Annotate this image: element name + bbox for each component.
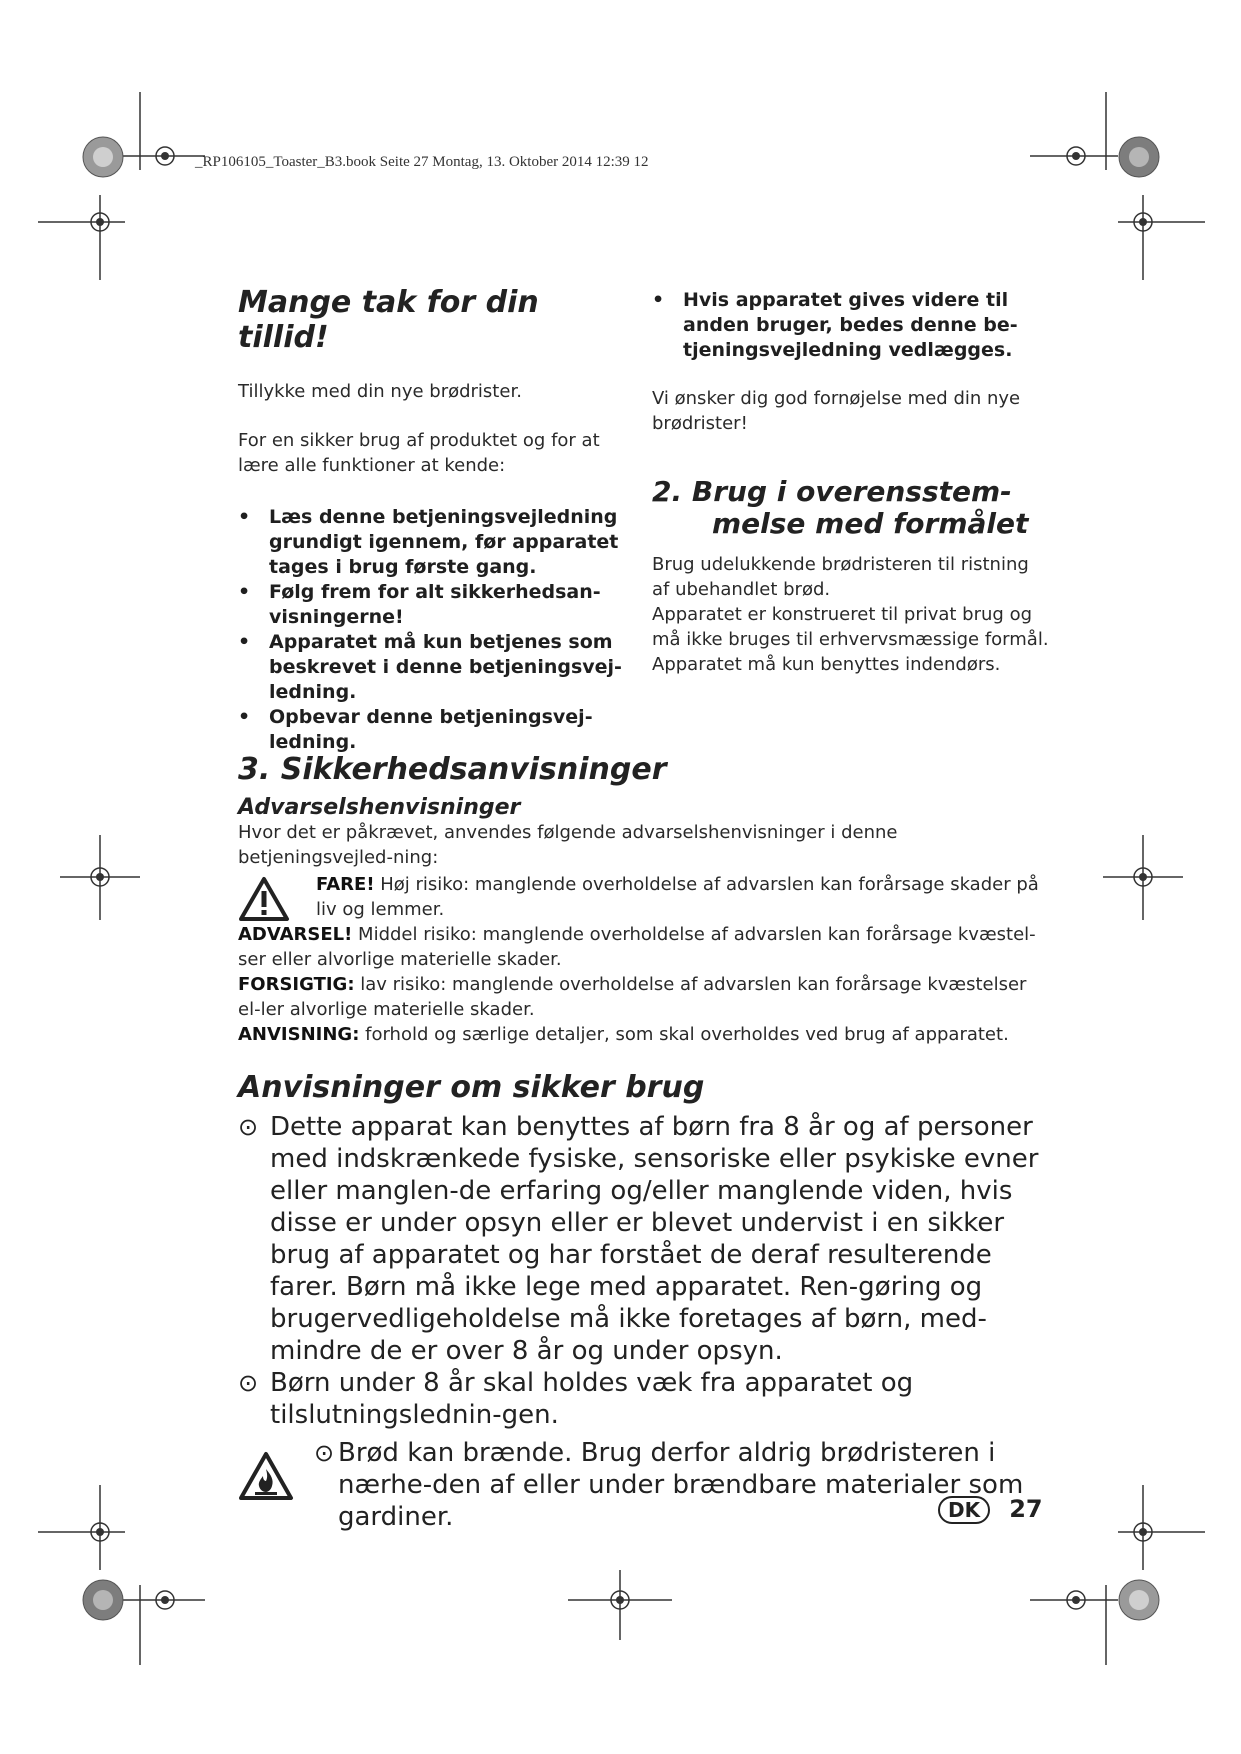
intro-paragraph-2: For en sikker brug af produktet og for at lære alle funktioner at kende:	[238, 430, 600, 476]
forsigtig-text: lav risiko: manglende overholdelse af advarslen kan forårsage kvæstelser el-ler alvorlige materielle skader.	[238, 974, 1027, 1020]
intro-bullet: • Læs denne betjeningsvejledning grundigt igennem, før apparatet tages i brug første gang.	[238, 505, 633, 580]
advarsel-row	[238, 922, 1053, 972]
intro-bullet: • Følg frem for alt sikkerhedsan-visningerne!	[238, 580, 633, 630]
anvisning-row	[238, 1022, 1053, 1047]
section2-title	[652, 476, 1050, 540]
right-column	[652, 288, 1050, 677]
section2-title-line1: 2. Brug i overensstem-	[652, 475, 1012, 508]
file-header: _RP106105_Toaster_B3.book Seite 27 Montag, 13. Oktober 2014 12:39 12	[195, 154, 649, 170]
section2-paragraph-3: Apparatet må kun benyttes indendørs.	[652, 654, 1001, 675]
fire-warning-icon	[238, 1451, 294, 1501]
safety-item	[238, 1367, 1053, 1431]
fare-label: FARE!	[316, 874, 375, 895]
section2-title-line2: melse med formålet	[712, 507, 1029, 540]
intro-bullet: • Opbevar denne betjeningsvej-ledning.	[238, 705, 633, 755]
forsigtig-row	[238, 972, 1053, 1022]
fare-text: Høj risiko: manglende overholdelse af advarslen kan forårsage skader på liv og lemmer.	[316, 874, 1039, 920]
safety-section	[238, 1070, 1053, 1533]
enjoy-paragraph: Vi ønsker dig god fornøjelse med din nye brødrister!	[652, 388, 1021, 434]
circle-dot-icon: ⊙	[314, 1439, 335, 1467]
safety-title: Anvisninger om sikker brug	[238, 1070, 705, 1105]
advarsel-label: ADVARSEL!	[238, 924, 353, 945]
safety-list	[238, 1111, 1053, 1431]
fare-row	[316, 872, 1053, 922]
anvisning-text: forhold og særlige detaljer, som skal overholdes ved brug af apparatet.	[359, 1024, 1009, 1045]
section2-paragraph-2: Apparatet er konstrueret til privat brug og må ikke bruges til erhvervsmæssige formål.	[652, 604, 1049, 650]
handover-bullet-list	[652, 288, 1050, 363]
intro-bullets	[238, 505, 633, 755]
circle-dot-icon: ⊙	[238, 1369, 259, 1397]
fire-warning	[238, 1437, 1053, 1533]
section3-intro: Hvor det er påkrævet, anvendes følgende advarselshenvisninger i denne betjeningsvejled-ning:	[238, 822, 898, 868]
page-footer	[938, 1495, 1043, 1524]
forsigtig-label: FORSIGTIG:	[238, 974, 355, 995]
intro-bullet: • Apparatet må kun betjenes som beskrevet i denne betjeningsvej-ledning.	[238, 630, 633, 705]
fare-block	[238, 872, 1053, 922]
page-number: 27	[1009, 1495, 1043, 1523]
anvisning-label: ANVISNING:	[238, 1024, 360, 1045]
safety-item	[238, 1111, 1053, 1367]
handover-bullet: • Hvis apparatet gives videre til anden bruger, bedes denne be-tjeningsvejledning vedlægges.	[652, 288, 1050, 363]
intro-section	[238, 285, 633, 755]
section2-paragraph-1: Brug udelukkende brødristeren til ristning af ubehandlet brød.	[652, 554, 1029, 600]
country-badge: DK	[938, 1496, 990, 1524]
circle-dot-icon: ⊙	[238, 1113, 259, 1141]
intro-title: Mange tak for din tillid!	[238, 285, 539, 355]
advarsel-text: Middel risiko: manglende overholdelse af advarslen kan forårsage kvæstel-ser eller alvorlige materielle skader.	[238, 924, 1036, 970]
section3	[238, 752, 1053, 1047]
warning-triangle-icon	[238, 876, 290, 922]
fire-warning-text: Brød kan brænde. Brug derfor aldrig brødristeren i nærhe-den af eller under brændbare materialer som gardiner.	[338, 1438, 1024, 1532]
safety-item-text: Børn under 8 år skal holdes væk fra apparatet og tilslutningslednin-gen.	[270, 1368, 914, 1430]
section3-subtitle: Advarselshenvisninger	[238, 795, 521, 820]
section3-title: 3. Sikkerhedsanvisninger	[238, 752, 667, 787]
intro-paragraph-1: Tillykke med din nye brødrister.	[238, 381, 522, 402]
safety-item-text: Dette apparat kan benyttes af børn fra 8 år og af personer med indskrænkede fysiske, sensoriske eller psykiske evner eller manglen-de erfaring og/eller manglende viden, hvis disse er under opsyn eller er blevet undervist i en sikker brug af apparatet og har forstået de deraf resulterende farer. Børn må ikke lege med apparatet. Ren-gøring og brugervedligeholdelse må ikke foretages af børn, med-mindre de er over 8 år og under opsyn.	[270, 1112, 1039, 1366]
